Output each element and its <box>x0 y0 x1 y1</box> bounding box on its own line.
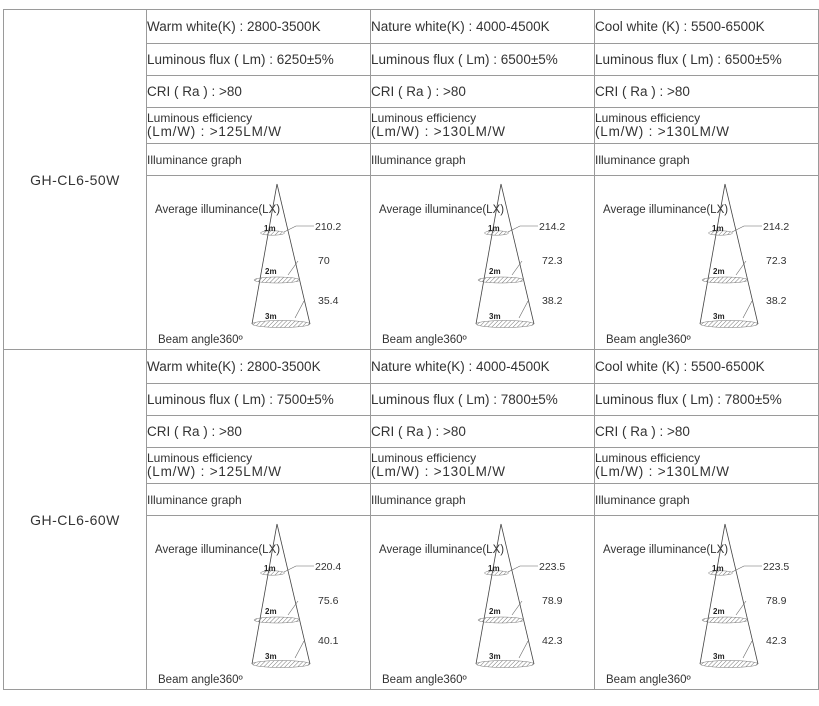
cri-cell: CRI ( Ra ) : >80 <box>371 416 595 448</box>
level-label-1m: 1m <box>712 564 724 573</box>
cri-cell: CRI ( Ra ) : >80 <box>147 76 371 108</box>
illuminance-graph <box>595 516 818 689</box>
color-temperature-cell: Cool white (K) : 5500-6500K <box>595 10 819 44</box>
efficiency-label: Luminous efficiency <box>147 111 253 126</box>
level-label-2m: 2m <box>713 267 725 276</box>
level-label-3m: 3m <box>713 312 725 321</box>
luminous-efficiency-cell <box>371 448 595 484</box>
efficiency-label: Luminous efficiency <box>595 451 701 466</box>
level-2m-ellipse <box>254 617 300 623</box>
cri-cell: CRI ( Ra ) : >80 <box>595 76 819 108</box>
luminous-efficiency-cell <box>147 108 371 144</box>
cone-right-edge <box>501 184 534 324</box>
luminous-efficiency-cell <box>595 448 819 484</box>
illuminance-graph <box>595 176 818 349</box>
level-label-2m: 2m <box>489 607 501 616</box>
lux-value-2m: 72.3 <box>542 255 563 267</box>
illuminance-graph-cell <box>371 176 595 350</box>
spec-row-cct <box>4 10 819 44</box>
lux-value-2m: 78.9 <box>766 595 787 607</box>
level-3m-ellipse <box>700 661 758 668</box>
cone-right-edge <box>725 524 758 664</box>
lux-value-2m: 70 <box>318 255 330 267</box>
lux-value-1m: 210.2 <box>315 221 342 233</box>
beam-angle-label: Beam angle360º <box>606 334 691 346</box>
luminous-efficiency-cell <box>371 108 595 144</box>
luminous-flux-cell: Luminous flux ( Lm) : 6500±5% <box>371 44 595 76</box>
level-label-1m: 1m <box>264 564 276 573</box>
level-3m-ellipse <box>476 321 534 328</box>
level-label-1m: 1m <box>488 224 500 233</box>
illuminance-graph <box>147 516 370 689</box>
lux-value-2m: 72.3 <box>766 255 787 267</box>
level-label-2m: 2m <box>265 267 277 276</box>
level-2m-ellipse <box>254 277 300 283</box>
color-temperature-cell: Warm white(K) : 2800-3500K <box>147 10 371 44</box>
model-name: GH-CL6-50W <box>4 10 147 350</box>
level-3m-ellipse <box>476 661 534 668</box>
lux-value-2m: 75.6 <box>318 595 339 607</box>
level-label-1m: 1m <box>264 224 276 233</box>
spec-table <box>3 9 819 690</box>
level-label-3m: 3m <box>265 652 277 661</box>
illuminance-graph-cell <box>371 516 595 690</box>
illuminance-graph-label: Illuminance graph <box>371 484 595 516</box>
illuminance-graph <box>147 176 370 349</box>
level-2m-ellipse <box>702 277 748 283</box>
level-2m-ellipse <box>702 617 748 623</box>
efficiency-label: Luminous efficiency <box>595 111 701 126</box>
luminous-flux-cell: Luminous flux ( Lm) : 7800±5% <box>371 384 595 416</box>
beam-angle-label: Beam angle360º <box>382 674 467 686</box>
level-label-3m: 3m <box>489 312 501 321</box>
level-3m-ellipse <box>252 321 310 328</box>
efficiency-value: (Lm/W) : >130LM/W <box>371 123 506 139</box>
lux-value-1m: 214.2 <box>539 221 566 233</box>
cri-cell: CRI ( Ra ) : >80 <box>595 416 819 448</box>
leader-3m <box>295 641 304 658</box>
lux-value-3m: 38.2 <box>766 295 787 307</box>
lux-value-1m: 214.2 <box>763 221 790 233</box>
efficiency-value: (Lm/W) : >130LM/W <box>595 123 730 139</box>
color-temperature-cell: Cool white (K) : 5500-6500K <box>595 350 819 384</box>
average-illuminance-label: Average illuminance(LX) <box>155 204 281 216</box>
beam-angle-label: Beam angle360º <box>382 334 467 346</box>
level-label-2m: 2m <box>265 607 277 616</box>
beam-cone-diagram <box>147 176 370 349</box>
illuminance-graph-label: Illuminance graph <box>371 144 595 176</box>
cri-cell: CRI ( Ra ) : >80 <box>371 76 595 108</box>
lux-value-1m: 223.5 <box>539 561 566 573</box>
lux-value-1m: 220.4 <box>315 561 342 573</box>
lux-value-2m: 78.9 <box>542 595 563 607</box>
average-illuminance-label: Average illuminance(LX) <box>603 544 729 556</box>
luminous-efficiency-cell <box>147 448 371 484</box>
lux-value-3m: 42.3 <box>766 635 787 647</box>
illuminance-graph-cell <box>595 176 819 350</box>
illuminance-graph <box>371 516 594 689</box>
leader-3m <box>295 301 304 318</box>
level-2m-ellipse <box>478 277 524 283</box>
level-label-2m: 2m <box>713 607 725 616</box>
color-temperature-cell: Warm white(K) : 2800-3500K <box>147 350 371 384</box>
illuminance-graph-label: Illuminance graph <box>147 484 371 516</box>
illuminance-graph <box>371 176 594 349</box>
color-temperature-cell: Nature white(K) : 4000-4500K <box>371 350 595 384</box>
efficiency-label: Luminous efficiency <box>147 451 253 466</box>
luminous-efficiency-cell <box>595 108 819 144</box>
illuminance-graph-label: Illuminance graph <box>147 144 371 176</box>
efficiency-label: Luminous efficiency <box>371 451 477 466</box>
efficiency-value: (Lm/W) : >125LM/W <box>147 463 282 479</box>
level-2m-ellipse <box>478 617 524 623</box>
model-name: GH-CL6-60W <box>4 350 147 690</box>
efficiency-label: Luminous efficiency <box>371 111 477 126</box>
leader-3m <box>743 641 752 658</box>
lux-value-3m: 35.4 <box>318 295 339 307</box>
lux-value-3m: 42.3 <box>542 635 563 647</box>
cone-right-edge <box>277 524 310 664</box>
luminous-flux-cell: Luminous flux ( Lm) : 7800±5% <box>595 384 819 416</box>
level-label-2m: 2m <box>489 267 501 276</box>
luminous-flux-cell: Luminous flux ( Lm) : 7500±5% <box>147 384 371 416</box>
leader-3m <box>519 301 528 318</box>
efficiency-value: (Lm/W) : >130LM/W <box>595 463 730 479</box>
level-label-1m: 1m <box>712 224 724 233</box>
cone-right-edge <box>501 524 534 664</box>
average-illuminance-label: Average illuminance(LX) <box>379 544 505 556</box>
beam-angle-label: Beam angle360º <box>606 674 691 686</box>
efficiency-value: (Lm/W) : >125LM/W <box>147 123 282 139</box>
level-label-3m: 3m <box>713 652 725 661</box>
efficiency-value: (Lm/W) : >130LM/W <box>371 463 506 479</box>
level-3m-ellipse <box>252 661 310 668</box>
cone-right-edge <box>725 184 758 324</box>
level-label-1m: 1m <box>488 564 500 573</box>
cri-cell: CRI ( Ra ) : >80 <box>147 416 371 448</box>
level-label-3m: 3m <box>489 652 501 661</box>
beam-angle-label: Beam angle360º <box>158 334 243 346</box>
average-illuminance-label: Average illuminance(LX) <box>603 204 729 216</box>
average-illuminance-label: Average illuminance(LX) <box>155 544 281 556</box>
leader-3m <box>743 301 752 318</box>
level-label-3m: 3m <box>265 312 277 321</box>
luminous-flux-cell: Luminous flux ( Lm) : 6500±5% <box>595 44 819 76</box>
color-temperature-cell: Nature white(K) : 4000-4500K <box>371 10 595 44</box>
illuminance-graph-cell <box>147 516 371 690</box>
illuminance-graph-cell <box>595 516 819 690</box>
illuminance-graph-label: Illuminance graph <box>595 144 819 176</box>
luminous-flux-cell: Luminous flux ( Lm) : 6250±5% <box>147 44 371 76</box>
spec-row-cct <box>4 350 819 384</box>
level-3m-ellipse <box>700 321 758 328</box>
lux-value-3m: 40.1 <box>318 635 339 647</box>
cone-right-edge <box>277 184 310 324</box>
lux-value-3m: 38.2 <box>542 295 563 307</box>
lux-value-1m: 223.5 <box>763 561 790 573</box>
illuminance-graph-label: Illuminance graph <box>595 484 819 516</box>
beam-angle-label: Beam angle360º <box>158 674 243 686</box>
illuminance-graph-cell <box>147 176 371 350</box>
average-illuminance-label: Average illuminance(LX) <box>379 204 505 216</box>
leader-3m <box>519 641 528 658</box>
